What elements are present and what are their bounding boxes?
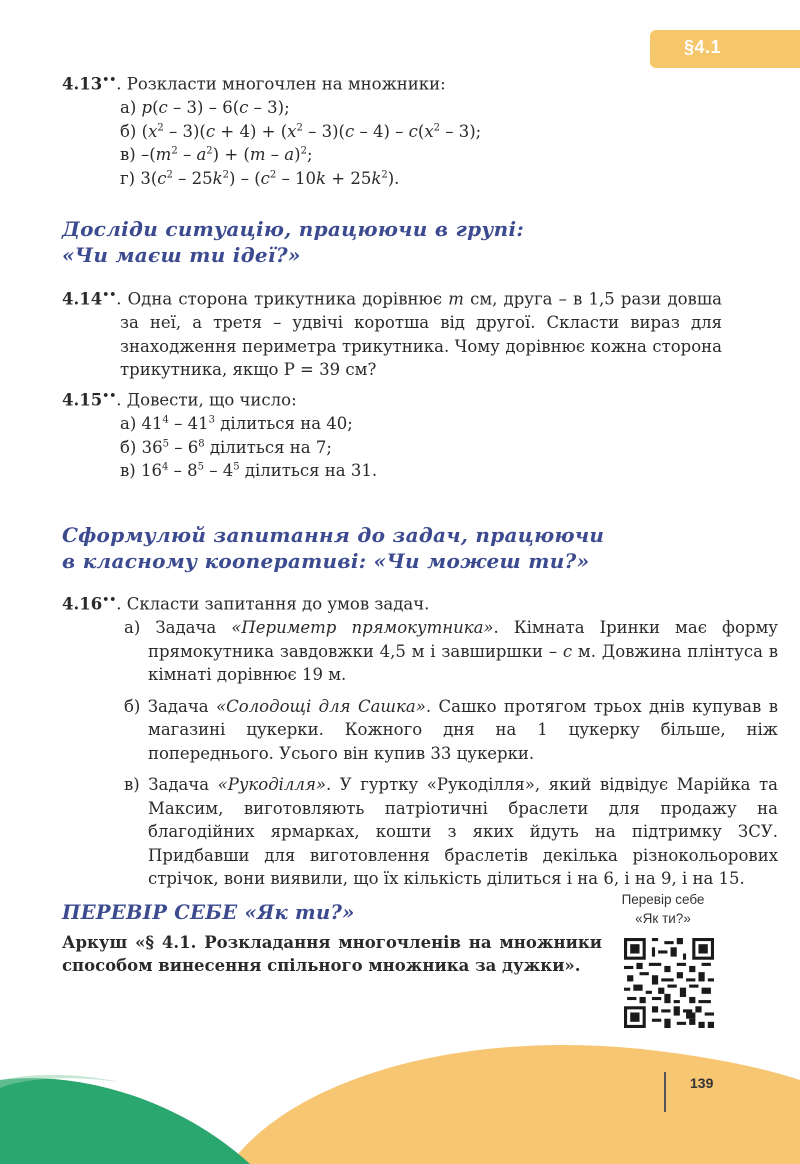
task-4-15: 4.15••. Довести, що число: а) $41^4 - 41^3$ ділиться на 40; б) $36^5 - 6^8$ ділиться на 7; в) $16^4 - 8^5 - 4^5$ ділиться на 31.: [62, 384, 722, 483]
decorative-shapes: [0, 1010, 800, 1164]
task-number: 4.14: [62, 289, 103, 309]
heading-line: в класному кооперативі: «Чи можеш ти?»: [62, 549, 590, 573]
task-item: б) $36^5 - 6^8$ ділиться на 7;: [120, 437, 332, 457]
heading-line: «Чи маєш ти ідеї?»: [62, 243, 301, 267]
section-heading-group: [62, 216, 722, 268]
check-heading: ПЕРЕВІР СЕБЕ «Як ти?»: [62, 901, 355, 924]
task-number: 4.13: [62, 74, 103, 94]
task-item: б) $(x^2 - 3)(c + 4) + (x^2 - 3)(c - 4) - c(x^2 - 3)$;: [120, 121, 482, 141]
task-item: а) $41^4 - 41^3$ ділиться на 40;: [120, 414, 353, 433]
qr-caption: Перевір себе «Як ти?»: [621, 892, 705, 926]
heading-line: Досліди ситуацію, працюючи в групі:: [62, 217, 525, 241]
task-4-16: 4.16••. Скласти запитання до умов задач. а) Задача «Периметр прямокутника». Кімната Іринки має форму прямокутника завдовжки 4,5 м і завширшки – c м. Довжина плінтуса в кімнаті дорівнює 19 м. б) Задача «Солодощі для Сашка». Сашко протягом трьох днів купував в магазині цукерки. Кожного дня на 1 цукерку більше, ніж попереднього. Усього він купив 33 цукерки. в) Задача «Рукоділля». У гуртку «Рукоділля», який відвідує Марійка та Максим, виготовляють патріотичні браслети для продажу на благодійних ярмарках, кошти з яких йдуть на підтримку ЗСУ. Придбавши для виготовлення браслетів декілька різнокольорових стрічок, вони виявили, що їх кількість ділиться і на 6, і на 9, і на 15.: [62, 588, 722, 891]
section-tab: [650, 30, 800, 68]
task-number: 4.16: [62, 594, 103, 614]
task-item: в) Задача «Рукоділля». У гуртку «Рукоділля», який відвідує Марійка та Максим, виготовляють патріотичні браслети для продажу на благодійних ярмарках, кошти з яких йдуть на підтримку ЗСУ. Придбавши для виготовлення браслетів декілька різнокольорових стрічок, вони виявили, що їх кількість ділиться і на 6, і на 9, і на 15.: [124, 775, 778, 888]
page-number: 139: [690, 1075, 714, 1091]
section-tab-label: §4.1: [684, 37, 722, 57]
task-item: в) $16^4 - 8^5 - 4^5$ ділиться на 31.: [120, 461, 378, 480]
task-4-14: 4.14••. Одна сторона трикутника дорівнює m см, друга – в 1,5 рази довша за неї, а третя – удвічі коротша від другої. Скласти вираз для знаходження периметра трикутника. Чому дорівнює кожна сторона трикутника, якщо P = 39 см?: [62, 288, 723, 379]
task-number: 4.15: [62, 390, 103, 410]
task-4-13: [62, 68, 722, 190]
difficulty-dots: ••: [102, 73, 117, 86]
task-item: г) $3(c^2 - 25k^2) - (c^2 - 10k + 25k^2)$.: [120, 168, 400, 188]
task-item: а) Задача «Периметр прямокутника». Кімната Іринки має форму прямокутника завдовжки 4,5 м і завширшки – c м. Довжина плінтуса в кімнаті дорівнює 19 м.: [124, 618, 778, 684]
difficulty-dots: ••: [102, 593, 117, 606]
heading-line: Сформулюй запитання до задач, працюючи: [62, 523, 605, 547]
task-item: а) p(c – 3) – 6(c – 3);: [120, 98, 290, 117]
difficulty-dots: ••: [102, 288, 117, 301]
task-item: б) Задача «Солодощі для Сашка». Сашко протягом трьох днів купував в магазині цукерки. Кожного дня на 1 цукерку більше, ніж попереднього. Усього він купив 33 цукерки.: [124, 696, 778, 763]
task-item: в) $-(m^2 - a^2) + (m - a)^2$;: [120, 145, 313, 164]
worksheet-link-text[interactable]: Аркуш «§ 4.1. Розкладання многочленів на множники способом винесення спільного множника за дужки».: [62, 933, 602, 975]
difficulty-dots: ••: [102, 389, 117, 402]
section-heading-group: [62, 522, 722, 574]
page-divider: [664, 1072, 666, 1112]
task-text: . Розкласти многочлен на множники:: [116, 74, 446, 94]
